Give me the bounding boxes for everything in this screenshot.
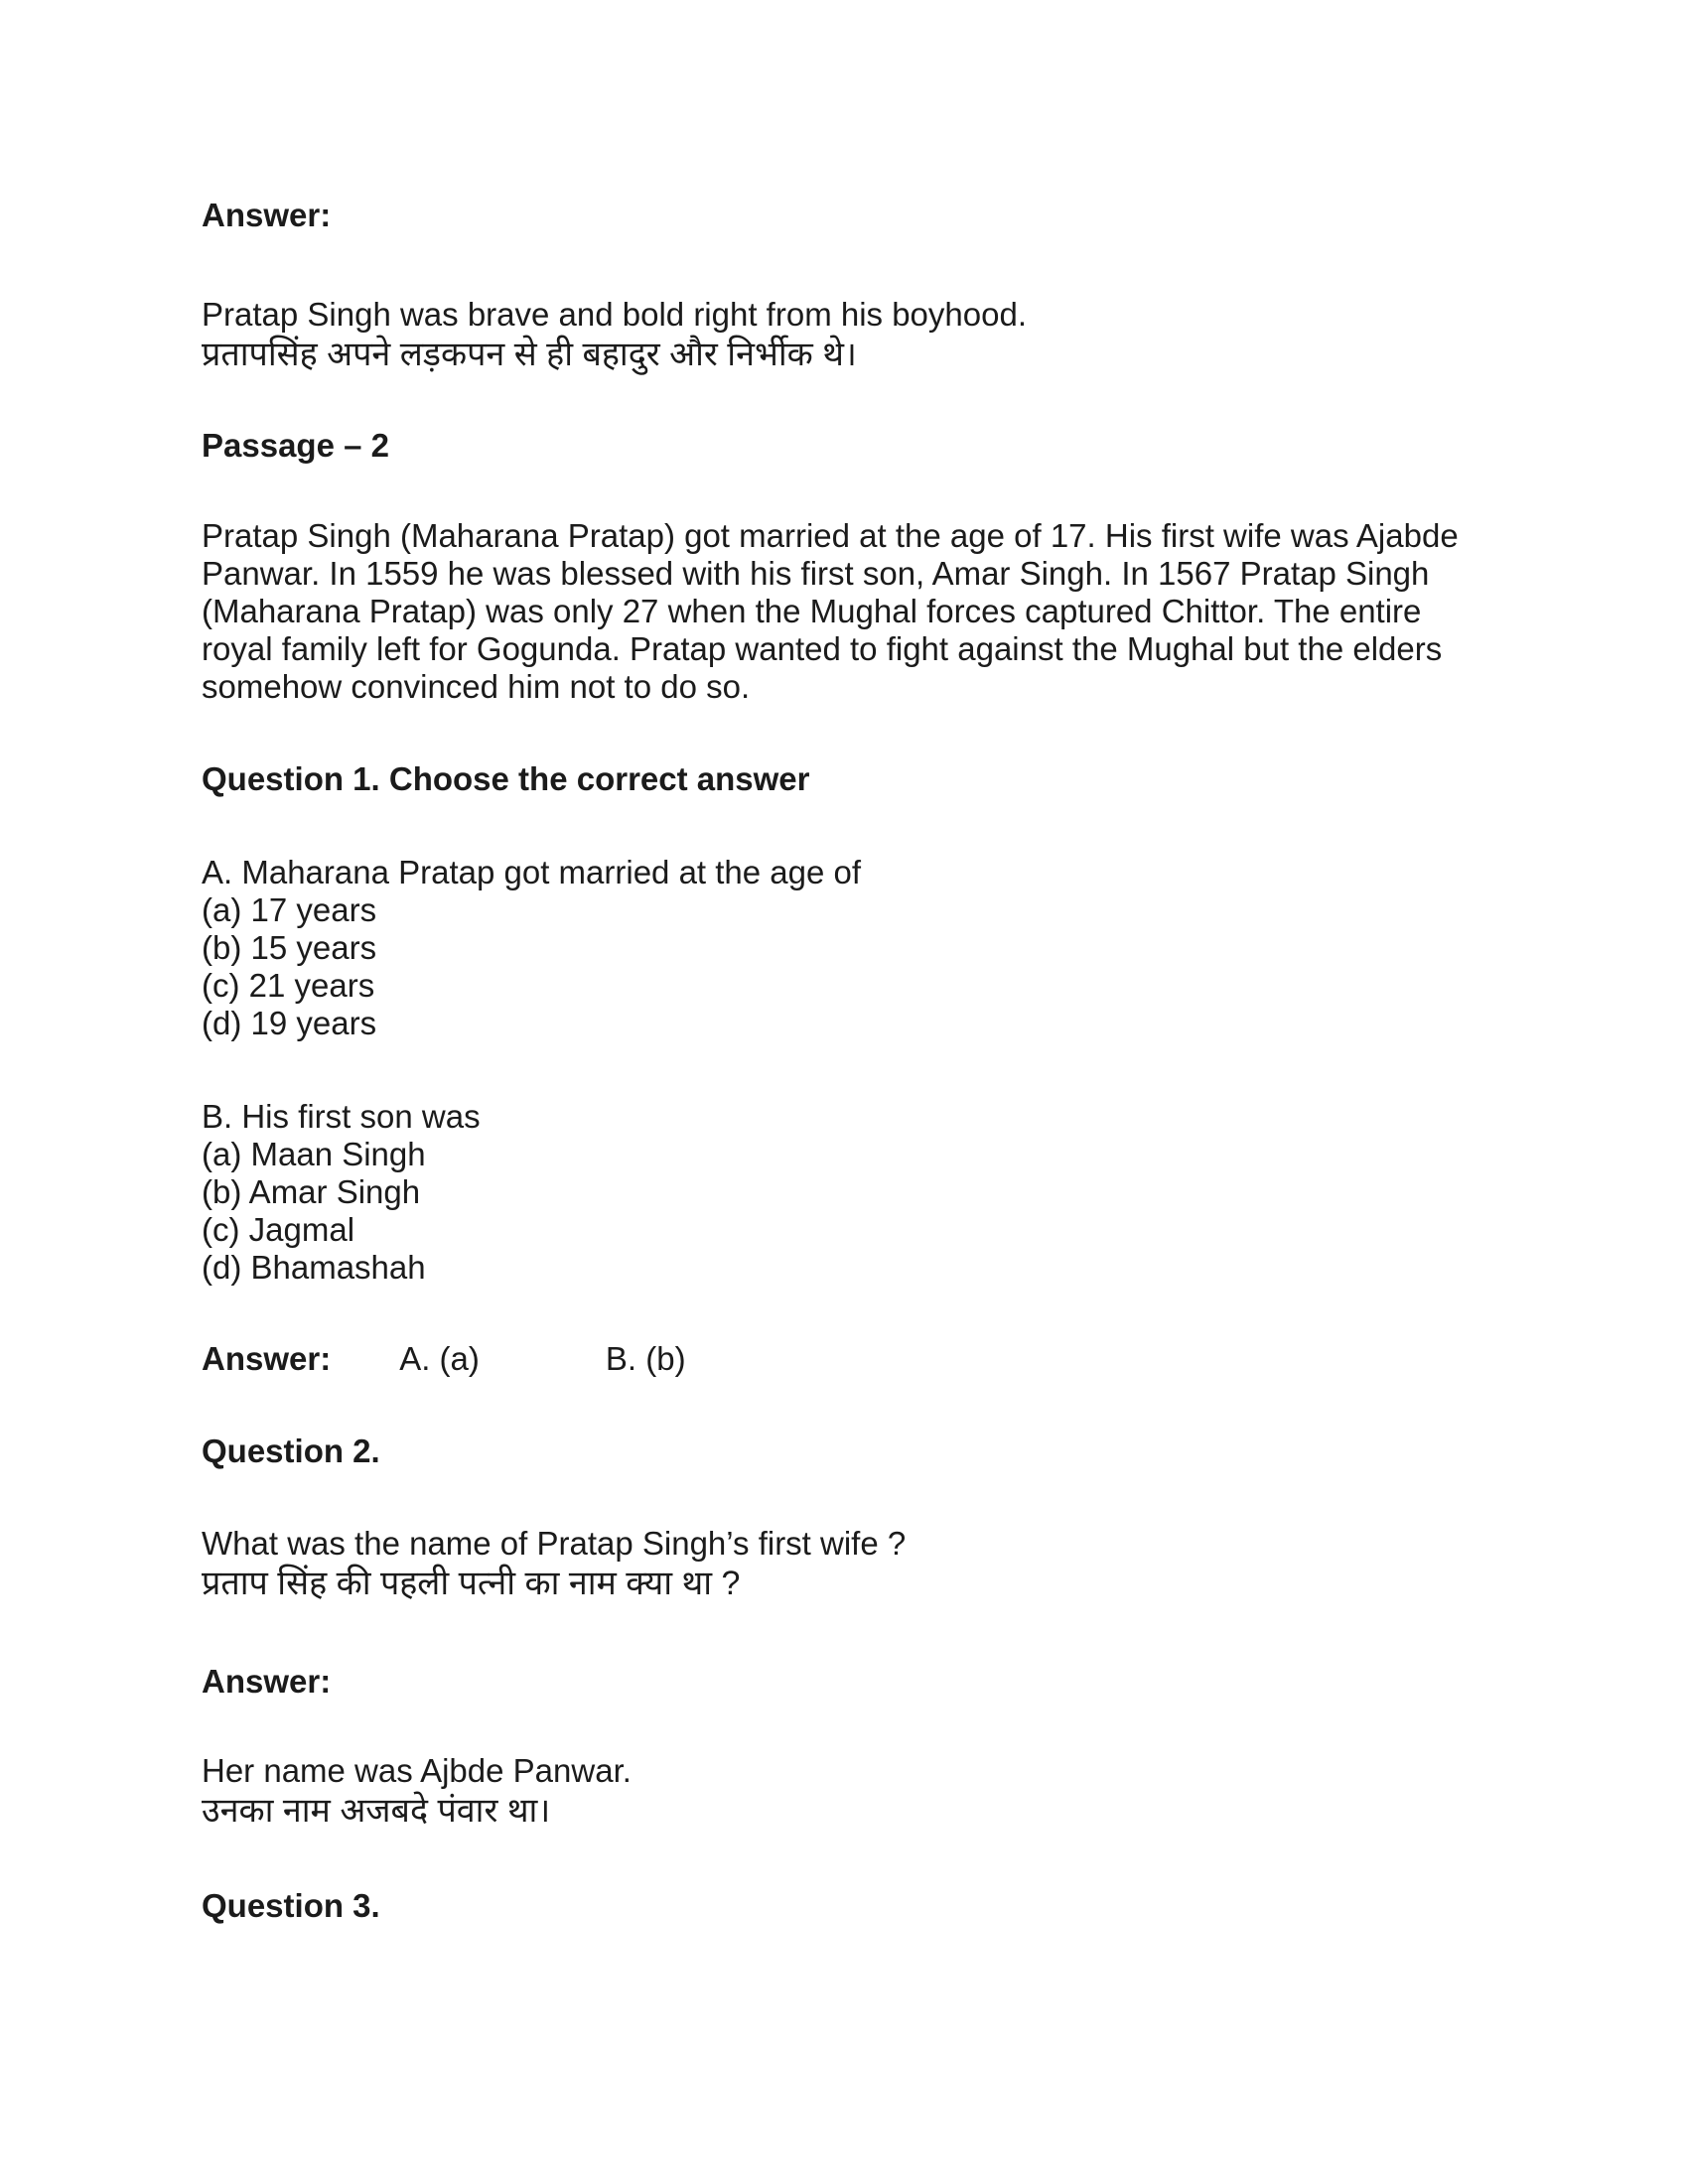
passage2-line: Panwar. In 1559 he was blessed with his first son, Amar Singh. In 1567 Pratap Singh <box>202 555 1430 592</box>
question1-part-a-prompt: A. Maharana Pratap got married at the age of <box>202 854 862 890</box>
answer1-heading: Answer: <box>202 197 332 233</box>
option-b: (b) 15 years <box>202 929 377 966</box>
passage2-heading: Passage – 2 <box>202 427 389 464</box>
option-c: (c) 21 years <box>202 967 375 1004</box>
answer2-text-english: Her name was Ajbde Panwar. <box>202 1752 632 1789</box>
answer2-text-hindi: उनका नाम अजबदे पंवार था। <box>202 1792 551 1830</box>
question1-heading: Question 1. Choose the correct answer <box>202 760 810 797</box>
answer1-text-hindi: प्रतापसिंह अपने लड़कपन से ही बहादुर और निर्भीक थे। <box>202 336 857 373</box>
question2-text-hindi: प्रताप सिंह की पहली पत्नी का नाम क्या था ? <box>202 1565 741 1602</box>
option-a: (a) 17 years <box>202 891 377 928</box>
answer1-text-english: Pratap Singh was brave and bold right from his boyhood. <box>202 296 1027 333</box>
passage2-line: royal family left for Gogunda. Pratap wanted to fight against the Mughal but the elders <box>202 630 1443 667</box>
option-b: (b) Amar Singh <box>202 1173 421 1210</box>
question3-heading: Question 3. <box>202 1887 380 1924</box>
question1-part-b <box>202 1098 1502 1287</box>
answer2-heading: Answer: <box>202 1663 332 1700</box>
option-d: (d) 19 years <box>202 1005 377 1041</box>
question2-heading: Question 2. <box>202 1433 380 1469</box>
question1-part-a <box>202 854 1502 1042</box>
answer1-body <box>202 296 1502 375</box>
option-d: (d) Bhamashah <box>202 1249 426 1286</box>
answer-part-a: A. (a) <box>399 1340 480 1377</box>
answer-label: Answer: <box>202 1340 332 1377</box>
option-c: (c) Jagmal <box>202 1211 355 1248</box>
passage2-paragraph <box>202 517 1502 706</box>
answer2-body <box>202 1752 1502 1832</box>
question1-part-b-prompt: B. His first son was <box>202 1098 481 1135</box>
passage2-line: somehow convinced him not to do so. <box>202 668 751 705</box>
question2-text-english: What was the name of Pratap Singh’s first wife ? <box>202 1525 907 1562</box>
question2-body <box>202 1525 1502 1604</box>
passage2-line: (Maharana Pratap) was only 27 when the Mughal forces captured Chittor. The entire <box>202 593 1422 629</box>
question1-answer-row <box>202 1340 1502 1378</box>
option-a: (a) Maan Singh <box>202 1136 426 1172</box>
passage2-line: Pratap Singh (Maharana Pratap) got married at the age of 17. His first wife was Ajabde <box>202 517 1459 554</box>
answer-part-b: B. (b) <box>605 1340 686 1377</box>
